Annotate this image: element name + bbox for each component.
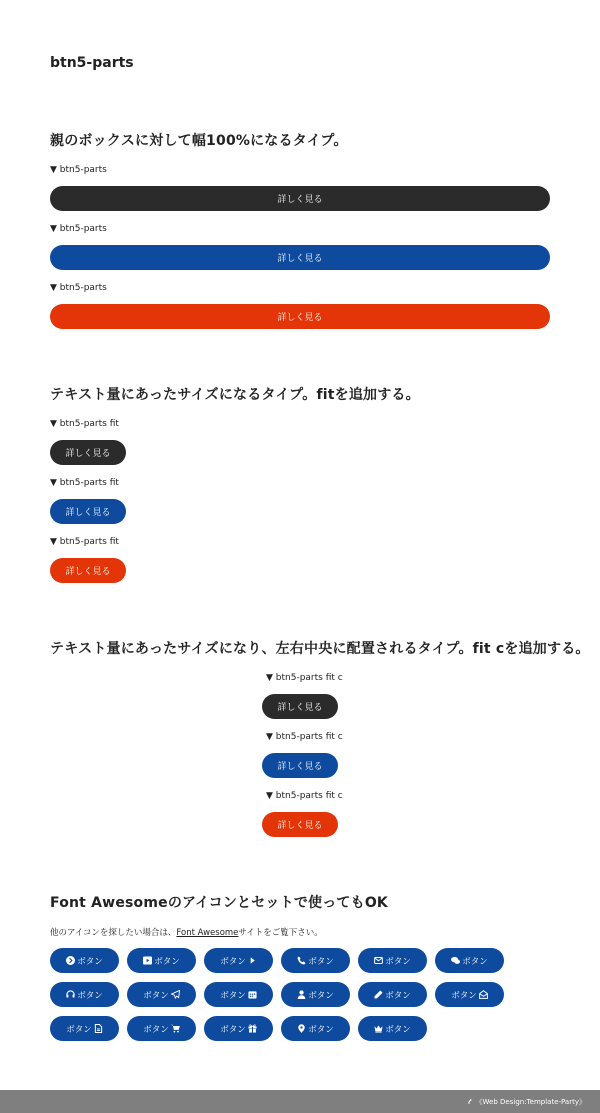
icon-button[interactable] <box>127 948 196 973</box>
btn-tag: ▼ btn5-parts <box>50 165 107 175</box>
file-icon <box>94 1024 103 1033</box>
icon-button-label: ボタン <box>385 956 411 967</box>
fit-red-button[interactable]: 詳しく見る <box>50 558 126 583</box>
btn-tag: ▼ btn5-parts fit <box>50 537 119 547</box>
icon-button[interactable] <box>50 948 119 973</box>
btn-tag: ▼ btn5-parts <box>50 224 107 234</box>
icon-button-label: ボタン <box>77 990 103 1001</box>
fit-dark-button[interactable]: 詳しく見る <box>50 440 126 465</box>
footer <box>0 1090 600 1113</box>
icon-button-row <box>50 982 512 1007</box>
icon-button-label: ボタン <box>308 990 334 1001</box>
icon-button-row <box>50 948 512 973</box>
calendar-icon <box>248 990 257 999</box>
note-text: 他のアイコンを探したい場合は、 <box>50 928 177 938</box>
section4-heading: Font Awesomeのアイコンとセットで使ってもOK <box>50 895 388 911</box>
template-party-logo-icon: 𝓉 <box>467 1096 471 1106</box>
icon-button-row <box>50 1016 435 1041</box>
btn-tag: ▼ btn5-parts fit c <box>266 732 343 742</box>
icon-button-label: ボタン <box>220 990 246 1001</box>
icon-note <box>50 926 323 938</box>
headset-icon <box>66 990 75 999</box>
icon-button-label: ボタン <box>154 956 180 967</box>
btn-tag: ▼ btn5-parts fit c <box>266 791 343 801</box>
icon-button[interactable] <box>127 982 196 1007</box>
icon-button-label: ボタン <box>308 956 334 967</box>
footer-credit[interactable]: 《Web Design:Template-Party》 <box>475 1097 586 1106</box>
icon-button-label: ボタン <box>308 1024 334 1035</box>
phone-icon <box>297 956 306 965</box>
icon-button-label: ボタン <box>462 956 488 967</box>
btn-tag: ▼ btn5-parts fit <box>50 419 119 429</box>
comments-icon <box>451 956 460 965</box>
icon-button-label: ボタン <box>143 1024 169 1035</box>
btn-tag: ▼ btn5-parts fit <box>50 478 119 488</box>
icon-button[interactable] <box>281 1016 350 1041</box>
note-text: サイトをご覧下さい。 <box>238 928 323 938</box>
gift-icon <box>248 1024 257 1033</box>
full-red-button[interactable]: 詳しく見る <box>50 304 550 329</box>
envelope-open-icon <box>479 990 488 999</box>
section2-heading: テキスト量にあったサイズになるタイプ。fitを追加する。 <box>50 387 420 403</box>
icon-button[interactable] <box>127 1016 196 1041</box>
video-icon <box>143 956 152 965</box>
btn-tag: ▼ btn5-parts fit c <box>266 673 343 683</box>
icon-button[interactable] <box>50 982 119 1007</box>
icon-button[interactable] <box>358 1016 427 1041</box>
icon-button[interactable] <box>281 948 350 973</box>
btn-tag: ▼ btn5-parts <box>50 283 107 293</box>
icon-button[interactable] <box>358 948 427 973</box>
fitc-blue-button[interactable]: 詳しく見る <box>262 753 338 778</box>
caret-right-icon <box>248 956 257 965</box>
full-dark-button[interactable]: 詳しく見る <box>50 186 550 211</box>
section3-heading: テキスト量にあったサイズになり、左右中央に配置されるタイプ。fit cを追加する。 <box>50 641 590 657</box>
crown-icon <box>374 1024 383 1033</box>
icon-button[interactable] <box>358 982 427 1007</box>
section1-heading: 親のボックスに対して幅100%になるタイプ。 <box>50 133 348 149</box>
icon-button-label: ボタン <box>385 990 411 1001</box>
pen-icon <box>374 990 383 999</box>
cart-icon <box>171 1024 180 1033</box>
icon-button[interactable] <box>204 1016 273 1041</box>
icon-button[interactable] <box>204 982 273 1007</box>
fitc-dark-button[interactable]: 詳しく見る <box>262 694 338 719</box>
fit-blue-button[interactable]: 詳しく見る <box>50 499 126 524</box>
fitc-red-button[interactable]: 詳しく見る <box>262 812 338 837</box>
icon-button-label: ボタン <box>77 956 103 967</box>
map-pin-icon <box>297 1024 306 1033</box>
icon-button[interactable] <box>204 948 273 973</box>
icon-button[interactable] <box>281 982 350 1007</box>
icon-button-label: ボタン <box>451 990 477 1001</box>
full-blue-button[interactable]: 詳しく見る <box>50 245 550 270</box>
circle-arrow-icon <box>66 956 75 965</box>
icon-button-label: ボタン <box>220 956 246 967</box>
icon-button[interactable] <box>435 982 504 1007</box>
icon-button[interactable] <box>435 948 504 973</box>
paper-plane-icon <box>171 990 180 999</box>
page-title: btn5-parts <box>50 55 134 71</box>
icon-button-label: ボタン <box>143 990 169 1001</box>
icon-button-label: ボタン <box>385 1024 411 1035</box>
user-icon <box>297 990 306 999</box>
icon-button[interactable] <box>50 1016 119 1041</box>
font-awesome-link[interactable]: Font Awesome <box>176 928 239 938</box>
envelope-icon <box>374 956 383 965</box>
icon-button-label: ボタン <box>66 1024 92 1035</box>
icon-button-label: ボタン <box>220 1024 246 1035</box>
